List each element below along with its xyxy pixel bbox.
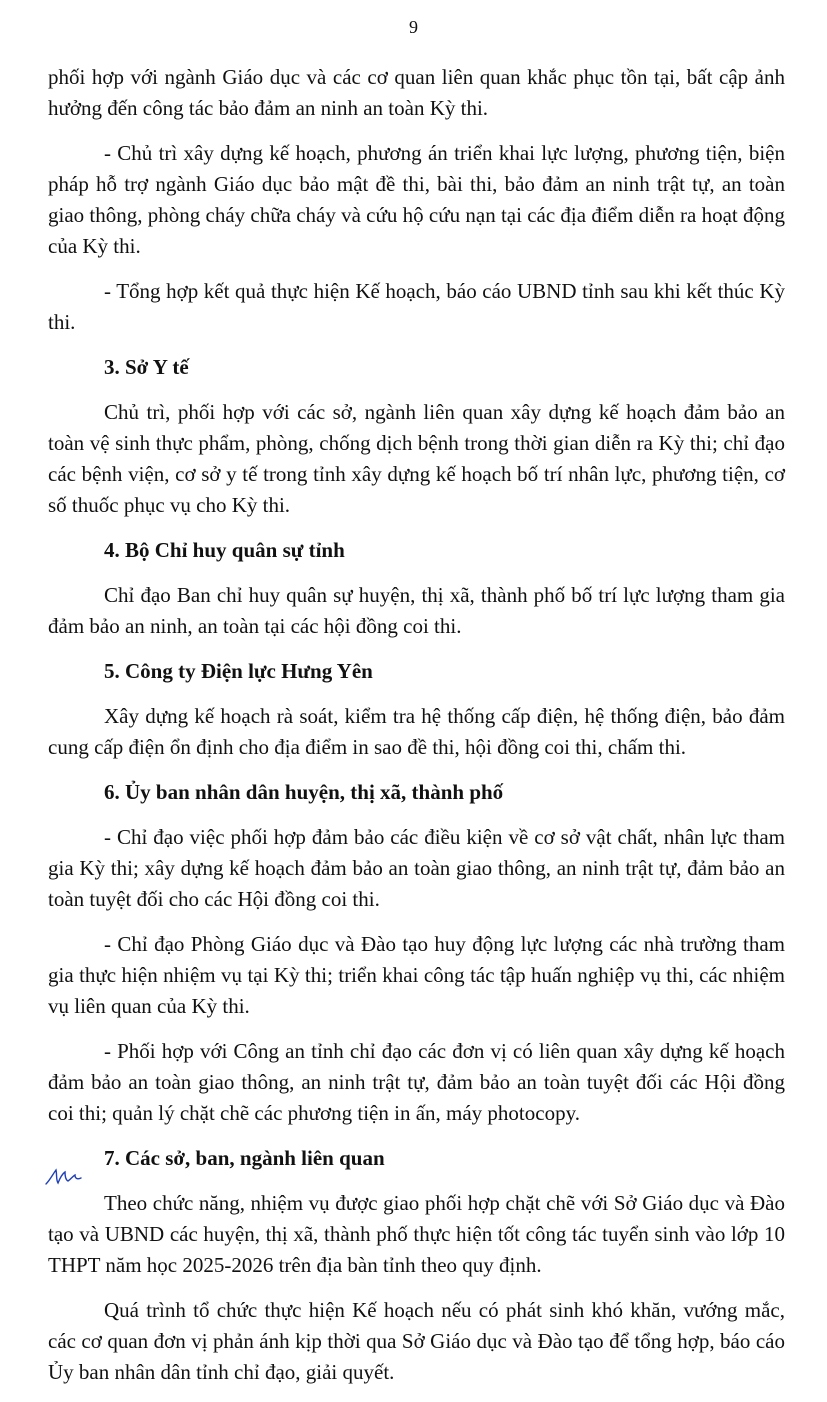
document-body bbox=[48, 62, 785, 1402]
paragraph: - Chỉ đạo Phòng Giáo dục và Đào tạo huy động lực lượng các nhà trường tham gia thực hiện nhiệm vụ tại Kỳ thi; triển khai công tác tập huấn nghiệp vụ thi, các nhiệm vụ liên quan của Kỳ thi. bbox=[48, 932, 785, 1018]
section-heading: 6. Ủy ban nhân dân huyện, thị xã, thành phố bbox=[104, 780, 504, 804]
page-number: 9 bbox=[409, 17, 418, 37]
paragraph: - Tổng hợp kết quả thực hiện Kế hoạch, báo cáo UBND tỉnh sau khi kết thúc Kỳ thi. bbox=[48, 279, 785, 334]
paragraph: - Phối hợp với Công an tỉnh chỉ đạo các đơn vị có liên quan xây dựng kế hoạch đảm bảo an toàn giao thông, an ninh trật tự, đảm bảo an toàn tuyệt đối các Hội đồng coi thi; quản lý chặt chẽ các phương tiện in ấn, máy photocopy. bbox=[48, 1039, 785, 1125]
paragraph: Chỉ đạo Ban chỉ huy quân sự huyện, thị xã, thành phố bố trí lực lượng tham gia đảm bảo an ninh, an toàn tại các hội đồng coi thi. bbox=[48, 583, 785, 638]
paragraph: Xây dựng kế hoạch rà soát, kiểm tra hệ thống cấp điện, hệ thống điện, bảo đảm cung cấp điện ổn định cho địa điểm in sao đề thi, hội đồng coi thi, chấm thi. bbox=[48, 704, 785, 759]
paragraph: Chủ trì, phối hợp với các sở, ngành liên quan xây dựng kế hoạch đảm bảo an toàn vệ sinh thực phẩm, phòng, chống dịch bệnh trong thời gian diễn ra Kỳ thi; chỉ đạo các bệnh viện, cơ sở y tế trong tỉnh xây dựng kế hoạch bố trí nhân lực, phương tiện, cơ số thuốc phục vụ cho Kỳ thi. bbox=[48, 400, 785, 517]
paragraph: Theo chức năng, nhiệm vụ được giao phối hợp chặt chẽ với Sở Giáo dục và Đào tạo và UBND các huyện, thị xã, thành phố thực hiện tốt công tác tuyển sinh vào lớp 10 THPT năm học 2025-2026 trên địa bàn tỉnh theo quy định. bbox=[48, 1191, 785, 1277]
paragraph: - Chỉ đạo việc phối hợp đảm bảo các điều kiện về cơ sở vật chất, nhân lực tham gia Kỳ thi; xây dựng kế hoạch đảm bảo an toàn giao thông, an ninh trật tự, đảm bảo an toàn tuyệt đối cho các Hội đồng coi thi. bbox=[48, 825, 785, 911]
section-heading: 4. Bộ Chỉ huy quân sự tỉnh bbox=[104, 538, 345, 562]
section-heading: 7. Các sở, ban, ngành liên quan bbox=[104, 1146, 385, 1170]
section-heading: 5. Công ty Điện lực Hưng Yên bbox=[104, 659, 373, 683]
initials-signature bbox=[44, 1166, 84, 1188]
paragraph: - Chủ trì xây dựng kế hoạch, phương án triển khai lực lượng, phương tiện, biện pháp hỗ trợ ngành Giáo dục bảo mật đề thi, bài thi, bảo đảm an ninh trật tự, an toàn giao thông, phòng cháy chữa cháy và cứu hộ cứu nạn tại các địa điểm diễn ra hoạt động của Kỳ thi. bbox=[48, 141, 785, 258]
paragraph-continuation: phối hợp với ngành Giáo dục và các cơ quan liên quan khắc phục tồn tại, bất cập ảnh hưởng đến công tác bảo đảm an ninh an toàn Kỳ thi. bbox=[48, 65, 785, 120]
paragraph: Quá trình tổ chức thực hiện Kế hoạch nếu có phát sinh khó khăn, vướng mắc, các cơ quan đơn vị phản ánh kịp thời qua Sở Giáo dục và Đào tạo để tổng hợp, báo cáo Ủy ban nhân dân tỉnh chỉ đạo, giải quyết. bbox=[48, 1298, 785, 1384]
section-heading: 3. Sở Y tế bbox=[104, 355, 189, 379]
